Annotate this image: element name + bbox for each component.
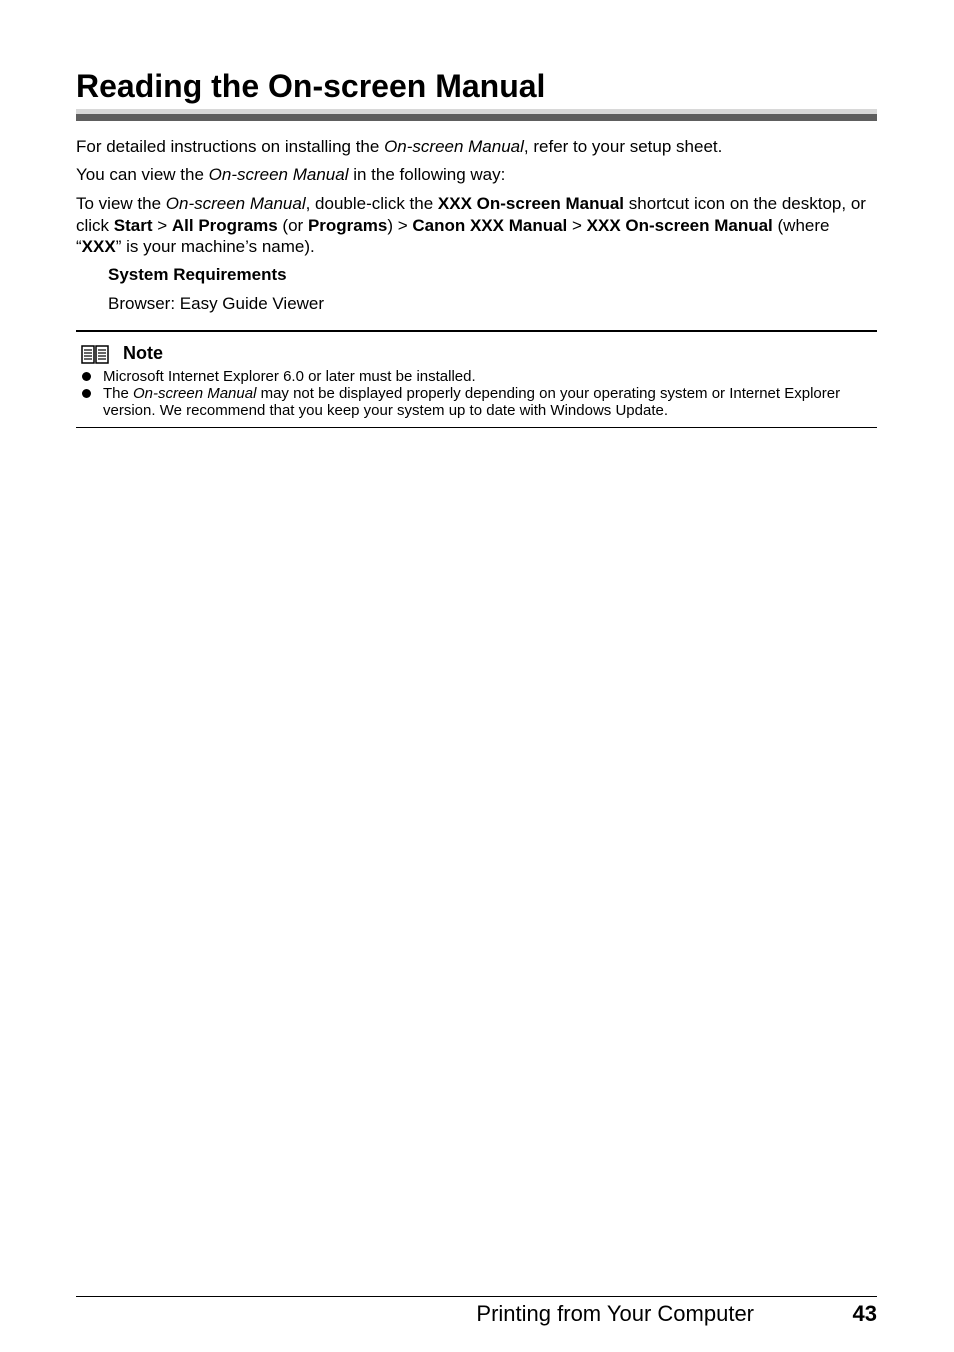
note-box: [76, 330, 877, 428]
page-number: 43: [852, 1301, 877, 1326]
instructions-paragraph: To view the On-screen Manual, double-click the XXX On-screen Manual shortcut icon on the desktop, or click Start > All Programs (or Programs) > Canon XXX Manual > XXX On-screen Manual (where “XXX” is your machine’s name).: [76, 194, 866, 256]
browser-requirement: Browser: Easy Guide Viewer: [108, 294, 325, 313]
intro-paragraph-view: You can view the On-screen Manual in the following way:: [76, 165, 506, 184]
title-rule: [76, 109, 877, 121]
bullet-icon: [82, 372, 91, 381]
note-item-display: The On-screen Manual may not be displayed properly depending on your operating system or Internet Explorer version. We recommend that you keep your system up to date with Windows Update.: [76, 385, 873, 419]
intro-paragraph-setup: For detailed instructions on installing the On-screen Manual, refer to your setup sheet.: [76, 137, 723, 156]
note-list: [76, 368, 877, 419]
footer-section-title: Printing from Your Computer: [476, 1301, 754, 1326]
footer-rule: [76, 1296, 877, 1297]
note-label: Note: [123, 343, 163, 363]
bullet-icon: [82, 389, 91, 398]
book-icon: [81, 345, 109, 365]
page-title: Reading the On-screen Manual: [76, 68, 546, 104]
note-item-browser: Microsoft Internet Explorer 6.0 or later must be installed.: [76, 368, 873, 385]
system-requirements-heading: System Requirements: [108, 265, 287, 284]
